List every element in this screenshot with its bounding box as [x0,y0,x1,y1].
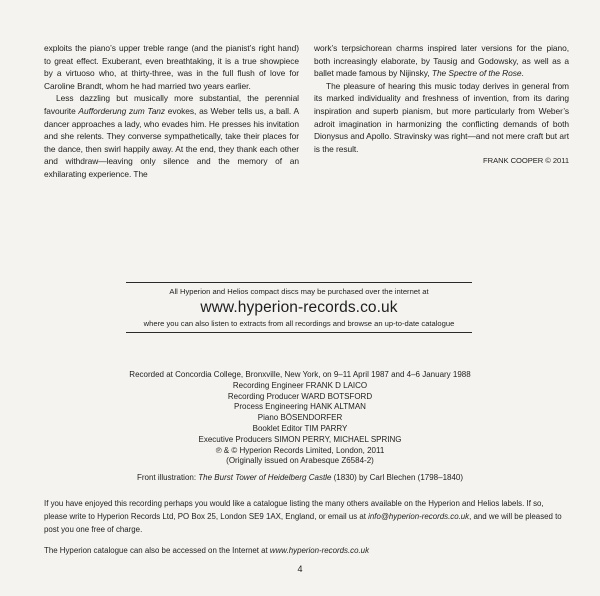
credit-line: Executive Producers SIMON PERRY, MICHAEL SPRING [198,434,402,444]
catalogue-note: where you can also listen to extracts from all recordings and browse an up-to-date catalogue [143,319,455,328]
email-link[interactable]: info@hyperion-records.co.uk [368,512,470,521]
front-illustration-credit [90,473,510,484]
credit-line: Process Engineering HANK ALTMAN [234,402,366,412]
essay-paragraph: The pleasure of hearing this music today derives in general from its marked individuality and freshness of invention, from its daring inspiration and superb pianism, but more particularly from Weber’s adroit imagination in harmonizing the conflicting demands of both Dionysus and Apollo. Stravinsky was right—and not mere craft but art is the result. [314,80,569,154]
author-credit: FRANK COOPER © 2011 [483,156,569,166]
text-run: . [521,68,524,79]
artwork-title: The Burst Tower of Heidelberg Castle [198,473,332,483]
text-run: , and we will be pleased to post you one free of charge. [44,512,562,534]
recording-credits [90,370,510,484]
essay-paragraph [314,42,569,80]
credit-line: Recording Producer WARD BOTSFORD [227,391,373,401]
text-run: (1830) by Carl Blechen (1798–1840) [331,473,464,483]
page-number: 4 [297,564,303,574]
essay-left-column [44,42,299,181]
text-run: work’s terpsichorean charms inspired later versions for the piano, both increasingly elaborate, by Tausig and Godowsky, as well as a ballet made famous by Nijinsky, [314,43,569,79]
text-run: evokes, as Weber tells us, a ball. A dancer approaches a lady, who evades him. He presses his invitation and she relents. They converse sympathetically, take their places for the dance, then swirl happily away. At the end, they thank each other and withdraw—leaving only silence and the memory of an exhilarating experience. The [44,105,299,179]
catalogue-intro: All Hyperion and Helios compact discs may be purchased over the internet at [169,287,429,296]
credit-line: ℗ & © Hyperion Records Limited, London, 2011 [215,445,385,455]
work-title: The Spectre of the Rose [431,68,522,79]
catalogue-box [126,282,472,333]
credit-line: Recording Engineer FRANK D LAICO [232,380,368,390]
credit-line: (Originally issued on Arabesque Z6584-2) [226,456,374,466]
text-run: The Hyperion catalogue can also be accessed on the Internet at [44,546,270,555]
internet-access-note [44,544,569,557]
footer [44,497,569,557]
work-title: Aufforderung zum Tanz [78,105,166,116]
website-url: www.hyperion-records.co.uk [200,299,398,316]
credit-line: Booklet Editor TIM PARRY [252,423,348,433]
credit-line: Recorded at Concordia College, Bronxville, New York, on 9–11 April 1987 and 4–6 January 1988 [129,370,471,379]
catalogue-offer [44,497,569,536]
essay-right-column [314,42,569,181]
website-link[interactable]: www.hyperion-records.co.uk [269,546,370,555]
text-run: Less dazzling but musically more substantial, the perennial favourite [44,93,299,116]
divider [126,282,472,283]
credit-line: Piano BÖSENDORFER [257,413,343,423]
divider [126,332,472,333]
text-run: If you have enjoyed this recording perhaps you would like a catalogue listing the many others available on the Hyperion and Helios labels. If so, please write to Hyperion Records Ltd, PO Box 25, London SE9 1AX, England, or email us at [44,499,544,521]
essay-paragraph [44,92,299,180]
essay-columns [44,42,569,181]
text-run: Front illustration: [136,473,199,483]
essay-paragraph: exploits the piano’s upper treble range (and the pianist’s right hand) to great effect. Exuberant, even breathtaking, it is a true showpiece by a virtuoso who, at thirty-three, was in the full flush of love for Caroline Brandt, whom he had married two years earlier. [44,43,299,91]
